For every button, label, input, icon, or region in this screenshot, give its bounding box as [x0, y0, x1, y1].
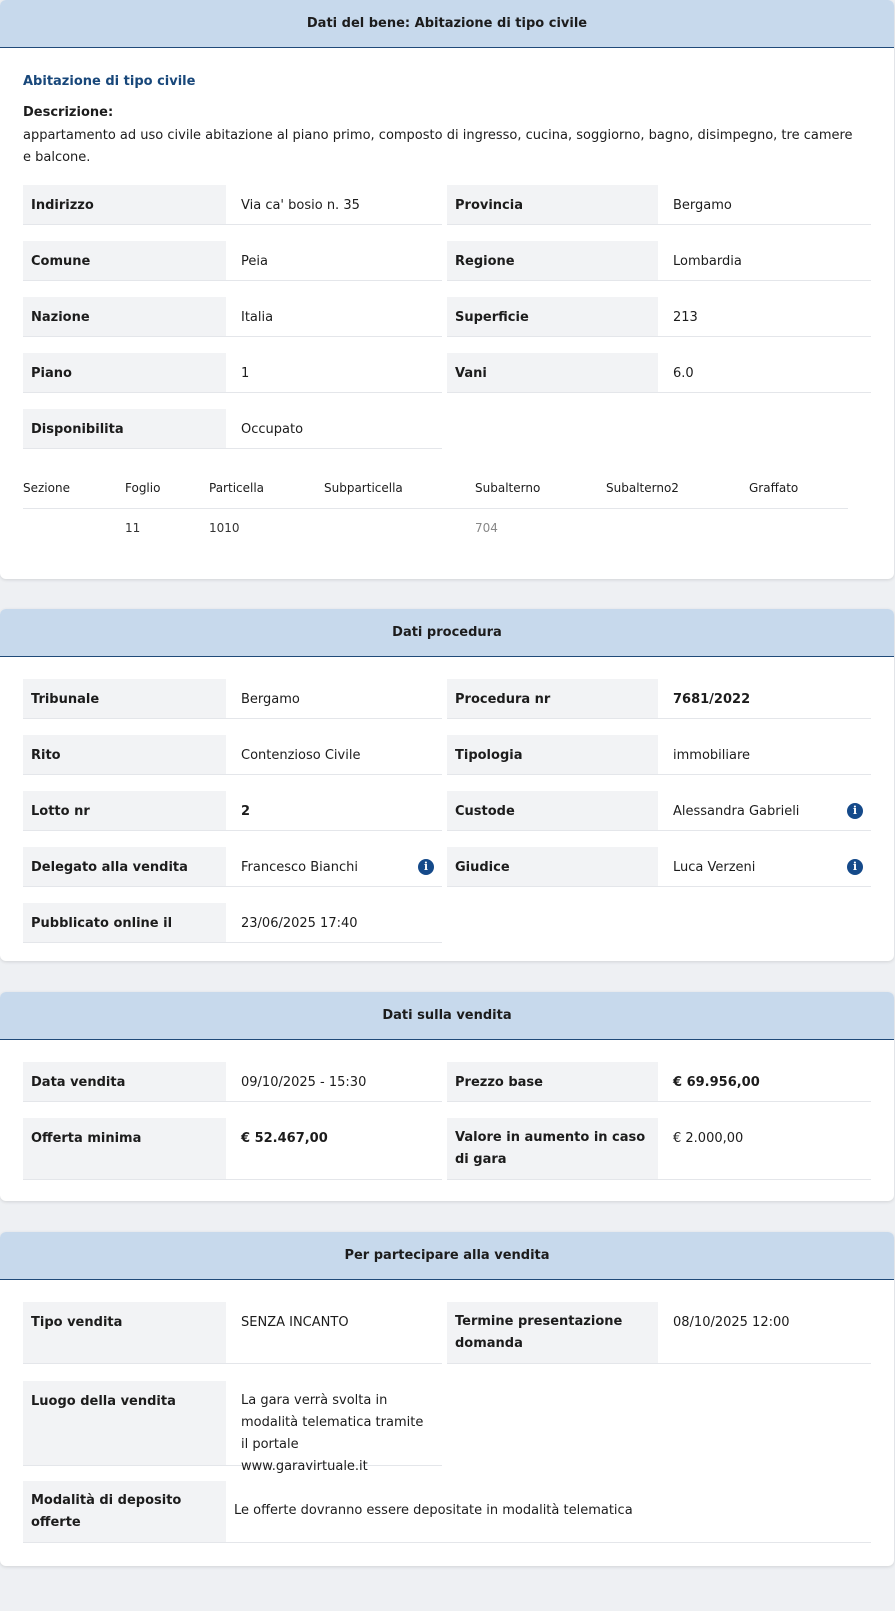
label-indirizzo: Indirizzo [23, 185, 226, 225]
value-piano: 1 [226, 353, 442, 393]
field-row [23, 903, 871, 959]
catasto-header: Foglio [125, 481, 161, 495]
value-delegato: Francesco Bianchi [241, 860, 358, 875]
catasto-value-row [23, 509, 848, 547]
label-comune: Comune [23, 241, 226, 281]
card-dati-procedura [0, 609, 894, 961]
value-provincia: Bergamo [658, 185, 871, 225]
field-row [23, 791, 871, 847]
card-dati-vendita [0, 992, 894, 1201]
label-vani: Vani [447, 353, 658, 393]
label-delegato: Delegato alla vendita [23, 847, 226, 887]
label-termine: Termine presentazione domanda [447, 1302, 658, 1364]
custode-cell [658, 791, 871, 831]
label-custode: Custode [447, 791, 658, 831]
label-rito: Rito [23, 735, 226, 775]
value-rito: Contenzioso Civile [226, 735, 442, 775]
value-lotto: 2 [226, 791, 442, 831]
field-row [23, 241, 871, 297]
label-tipologia: Tipologia [447, 735, 658, 775]
catasto-header: Sezione [23, 481, 70, 495]
value-aumento: € 2.000,00 [658, 1118, 871, 1180]
value-procedura-nr: 7681/2022 [658, 679, 871, 719]
value-giudice: Luca Verzeni [673, 860, 756, 875]
catasto-value: 1010 [209, 521, 240, 535]
card-dati-bene [0, 0, 894, 579]
label-lotto: Lotto nr [23, 791, 226, 831]
label-piano: Piano [23, 353, 226, 393]
field-row [23, 679, 871, 735]
label-offerta-minima: Offerta minima [23, 1118, 226, 1180]
field-row [23, 735, 871, 791]
catasto-header: Subalterno2 [606, 481, 679, 495]
field-row [23, 1118, 871, 1174]
catasto-header: Particella [209, 481, 265, 495]
fields-grid [23, 1062, 871, 1174]
label-deposito: Modalità di deposito offerte [23, 1481, 226, 1543]
field-row [23, 185, 871, 241]
card-header: Dati del bene: Abitazione di tipo civile [0, 0, 894, 48]
field-row [23, 409, 871, 465]
giudice-cell [658, 847, 871, 887]
value-tipologia: immobiliare [658, 735, 871, 775]
label-tribunale: Tribunale [23, 679, 226, 719]
field-row [23, 1381, 871, 1481]
value-tipo-vendita: SENZA INCANTO [226, 1302, 442, 1364]
descrizione-text: appartamento ad uso civile abitazione al piano primo, composto di ingresso, cucina, soggiorno, bagno, disimpegno, tre camere e balcone. [23, 128, 853, 165]
field-row [23, 1481, 871, 1537]
value-termine: 08/10/2025 12:00 [658, 1302, 871, 1364]
value-offerta-minima: € 52.467,00 [226, 1118, 442, 1180]
label-disponibilita: Disponibilita [23, 409, 226, 449]
value-pubblicato: 23/06/2025 17:40 [226, 903, 442, 943]
info-icon[interactable]: i [847, 803, 863, 819]
label-luogo: Luogo della vendita [23, 1381, 226, 1466]
label-provincia: Provincia [447, 185, 658, 225]
value-vani: 6.0 [658, 353, 871, 393]
label-superficie: Superficie [447, 297, 658, 337]
card-partecipare [0, 1232, 894, 1566]
descrizione-label: Descrizione: [23, 105, 114, 120]
label-data-vendita: Data vendita [23, 1062, 226, 1102]
value-prezzo-base: € 69.956,00 [658, 1062, 871, 1102]
label-prezzo-base: Prezzo base [447, 1062, 658, 1102]
value-comune: Peia [226, 241, 442, 281]
info-icon[interactable]: i [418, 859, 434, 875]
value-indirizzo: Via ca' bosio n. 35 [226, 185, 442, 225]
label-tipo-vendita: Tipo vendita [23, 1302, 226, 1364]
fields-grid [23, 679, 871, 959]
field-row [23, 1302, 871, 1381]
info-icon[interactable]: i [847, 859, 863, 875]
field-row [23, 353, 871, 409]
catasto-header-row [23, 471, 848, 509]
value-tribunale: Bergamo [226, 679, 442, 719]
label-aumento: Valore in aumento in caso di gara [447, 1118, 658, 1180]
field-row [23, 1062, 871, 1118]
fields-grid [23, 185, 871, 465]
value-custode: Alessandra Gabrieli [673, 804, 800, 819]
delegato-cell [226, 847, 442, 887]
catasto-header: Graffato [749, 481, 799, 495]
bene-subtitle: Abitazione di tipo civile [23, 74, 196, 89]
catasto-value: 11 [125, 521, 141, 535]
fields-grid [23, 1302, 871, 1537]
label-procedura-nr: Procedura nr [447, 679, 658, 719]
value-regione: Lombardia [658, 241, 871, 281]
value-nazione: Italia [226, 297, 442, 337]
label-pubblicato: Pubblicato online il [23, 903, 226, 943]
card-header: Per partecipare alla vendita [0, 1232, 894, 1280]
catasto-header: Subalterno [475, 481, 541, 495]
card-header: Dati procedura [0, 609, 894, 657]
label-regione: Regione [447, 241, 658, 281]
catasto-value: 704 [475, 521, 498, 535]
field-row [23, 297, 871, 353]
card-header: Dati sulla vendita [0, 992, 894, 1040]
value-luogo: La gara verrà svolta in modalità telematica tramite il portale www.garavirtuale.it [226, 1381, 442, 1466]
value-deposito: Le offerte dovranno essere depositate in modalità telematica [226, 1481, 871, 1543]
label-giudice: Giudice [447, 847, 658, 887]
catasto-header: Subparticella [324, 481, 403, 495]
value-data-vendita: 09/10/2025 - 15:30 [226, 1062, 442, 1102]
value-superficie: 213 [658, 297, 871, 337]
value-disponibilita: Occupato [226, 409, 442, 449]
field-row [23, 847, 871, 903]
catasto-table [23, 471, 848, 547]
label-nazione: Nazione [23, 297, 226, 337]
